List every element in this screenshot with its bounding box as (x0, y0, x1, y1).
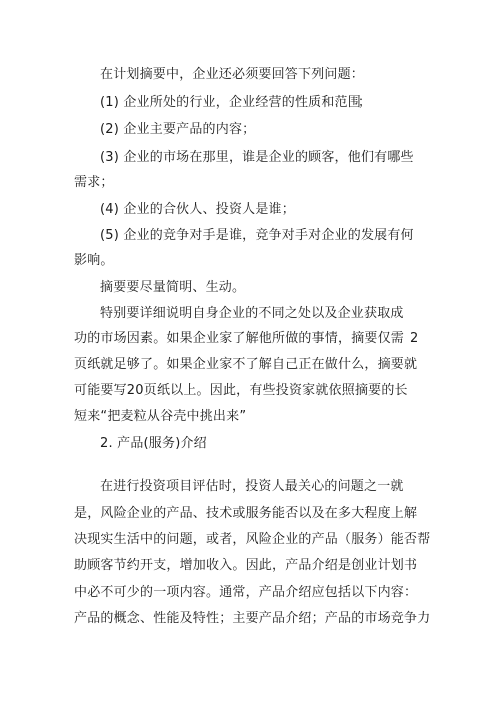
paragraph-1-line-2: 功的市场因素。如果企业家了解他所做的事情，摘要仅需 (74, 331, 405, 346)
paragraph-2-line-6: 产品的概念、性能及特性；主要产品介绍；产品的市场竞争力 (74, 611, 431, 626)
question-3-line-1: (3) 企业的市场在那里，谁是企业的顾客，他们有哪些 (100, 150, 414, 165)
paragraph-2-line-2: 是，风险企业的产品、技术或服务能否以及在多大程度上解 (74, 506, 418, 521)
question-4: (4) 企业的合伙人、投资人是谁； (100, 202, 295, 217)
paragraph-1-line-4: 可能要写20页纸以上。因此，有些投资家就依照摘要的长 (74, 383, 408, 398)
intro-text: 在计划摘要中，企业还必须要回答下列问题： (100, 67, 365, 82)
question-5-line-2: 影响。 (74, 253, 114, 268)
paragraph-1-line-1: 特别要详细说明自身企业的不同之处以及企业获取成 (100, 306, 404, 321)
question-2: (2) 企业主要产品的内容； (100, 122, 256, 137)
paragraph-2-line-5: 中必不可少的一项内容。通常，产品介绍应包括以下内容： (74, 585, 418, 600)
section-heading: 2. 产品(服务)介绍 (100, 436, 207, 451)
question-1-end: ； (358, 95, 372, 110)
paragraph-2-line-3b: （服务）能否帮 (338, 532, 431, 547)
summary-note: 摘要要尽量简明、生动。 (100, 280, 246, 295)
question-5-line-1: (5) 企业的竞争对手是谁，竞争对手对企业的发展有何 (100, 228, 414, 243)
paragraph-1-line-3: 页纸就足够了。如果企业家不了解自己正在做什么，摘要就 (74, 357, 418, 372)
paragraph-2-line-4: 助顾客节约开支，增加收入。因此，产品介绍是创业计划书 (74, 558, 418, 573)
question-1: (1) 企业所处的行业，企业经营的性质和范围 (100, 95, 361, 110)
paragraph-2-line-1: 在进行投资项目评估时，投资人最关心的问题之一就 (100, 479, 404, 494)
paragraph-1-line-5: 短来“把麦粒从谷壳中挑出来” (74, 409, 247, 424)
paragraph-1-number: 2 (410, 331, 419, 346)
question-3-line-2: 需求； (74, 175, 114, 190)
paragraph-2-line-3a: 决现实生活中的问题，或者，风险企业的产品 (74, 532, 339, 547)
